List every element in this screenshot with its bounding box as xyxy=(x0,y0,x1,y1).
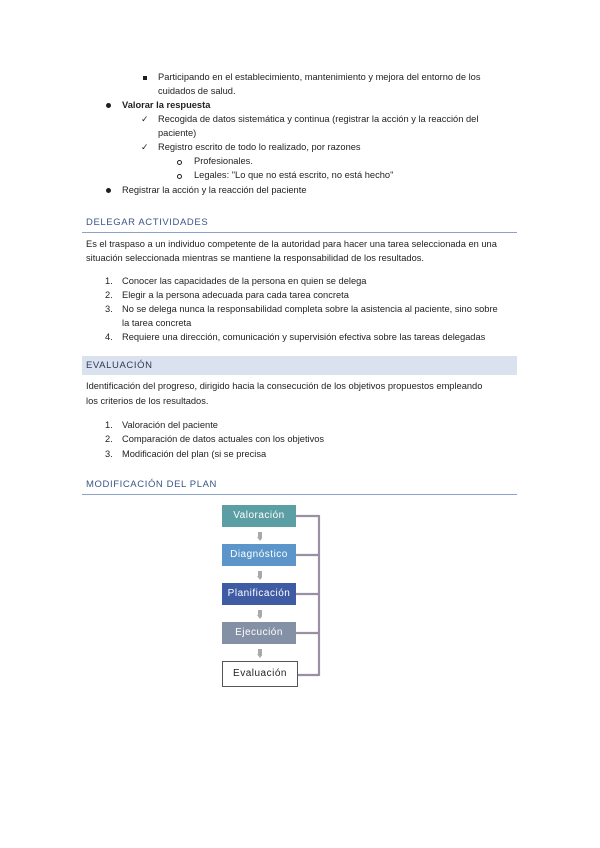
list-item-text: Elegir a la persona adecuada para cada tarea concreta xyxy=(122,290,349,300)
list-number: 3. xyxy=(105,449,113,459)
list-item-text: Recogida de datos sistemática y continua (registrar la acción y la reacción del xyxy=(158,114,479,124)
arrow-down-icon xyxy=(257,649,262,659)
diagram-node-evaluacion: Evaluación xyxy=(222,661,298,687)
arrow-down-icon xyxy=(257,610,262,620)
list-item-text: Requiere una dirección, comunicación y supervisión efectiva sobre las tareas delegadas xyxy=(122,332,486,342)
list-number: 1. xyxy=(105,276,113,286)
paragraph-line: Es el traspaso a un individuo competente de la autoridad para hacer una tarea seleccionada en una xyxy=(86,239,497,249)
list-item-text: paciente) xyxy=(158,128,197,138)
list-item-text: Modificación del plan (si se precisa xyxy=(122,449,267,459)
arrow-down-icon xyxy=(257,532,262,542)
list-item-text: Participando en el establecimiento, mantenimiento y mejora del entorno de los xyxy=(158,72,481,82)
section-heading-evaluacion: EVALUACIÓN xyxy=(82,356,517,375)
list-item-text: Comparación de datos actuales con los objetivos xyxy=(122,434,325,444)
list-number: 3. xyxy=(105,304,113,314)
list-number: 4. xyxy=(105,332,113,342)
list-number: 1. xyxy=(105,420,113,430)
section-heading-modificacion: MODIFICACIÓN DEL PLAN xyxy=(82,477,517,495)
checkmark-icon: ✓ xyxy=(141,142,149,152)
list-number: 2. xyxy=(105,434,113,444)
diagram-node-planificacion: Planificación xyxy=(222,583,296,605)
diagram-node-diagnostico: Diagnóstico xyxy=(222,544,296,566)
list-item-bold: Valorar la respuesta xyxy=(122,100,211,110)
list-item-text: No se delega nunca la responsabilidad completa sobre la asistencia al paciente, sino sobre xyxy=(122,304,498,314)
list-item-text: Legales: "Lo que no está escrito, no está hecho" xyxy=(194,170,394,180)
list-item-text: Registrar la acción y la reacción del paciente xyxy=(122,185,307,195)
paragraph-line: los criterios de los resultados. xyxy=(86,396,209,406)
section-heading-delegar: DELEGAR ACTIVIDADES xyxy=(82,215,517,233)
list-item-text: la tarea concreta xyxy=(122,318,192,328)
paragraph-line: Identificación del progreso, dirigido hacia la consecución de los objetivos propuestos empleando xyxy=(86,381,483,391)
paragraph-line: situación seleccionada mientras se mantiene la responsabilidad de los resultados. xyxy=(86,253,424,263)
diagram-node-ejecucion: Ejecución xyxy=(222,622,296,644)
list-item-text: Profesionales. xyxy=(194,156,253,166)
arrow-down-icon xyxy=(257,571,262,581)
list-item-text: Valoración del paciente xyxy=(122,420,218,430)
list-item-text: Registro escrito de todo lo realizado, por razones xyxy=(158,142,361,152)
list-item-text: cuidados de salud. xyxy=(158,86,236,96)
list-item-text: Conocer las capacidades de la persona en quien se delega xyxy=(122,276,367,286)
diagram-node-valoracion: Valoración xyxy=(222,505,296,527)
list-number: 2. xyxy=(105,290,113,300)
checkmark-icon: ✓ xyxy=(141,114,149,124)
